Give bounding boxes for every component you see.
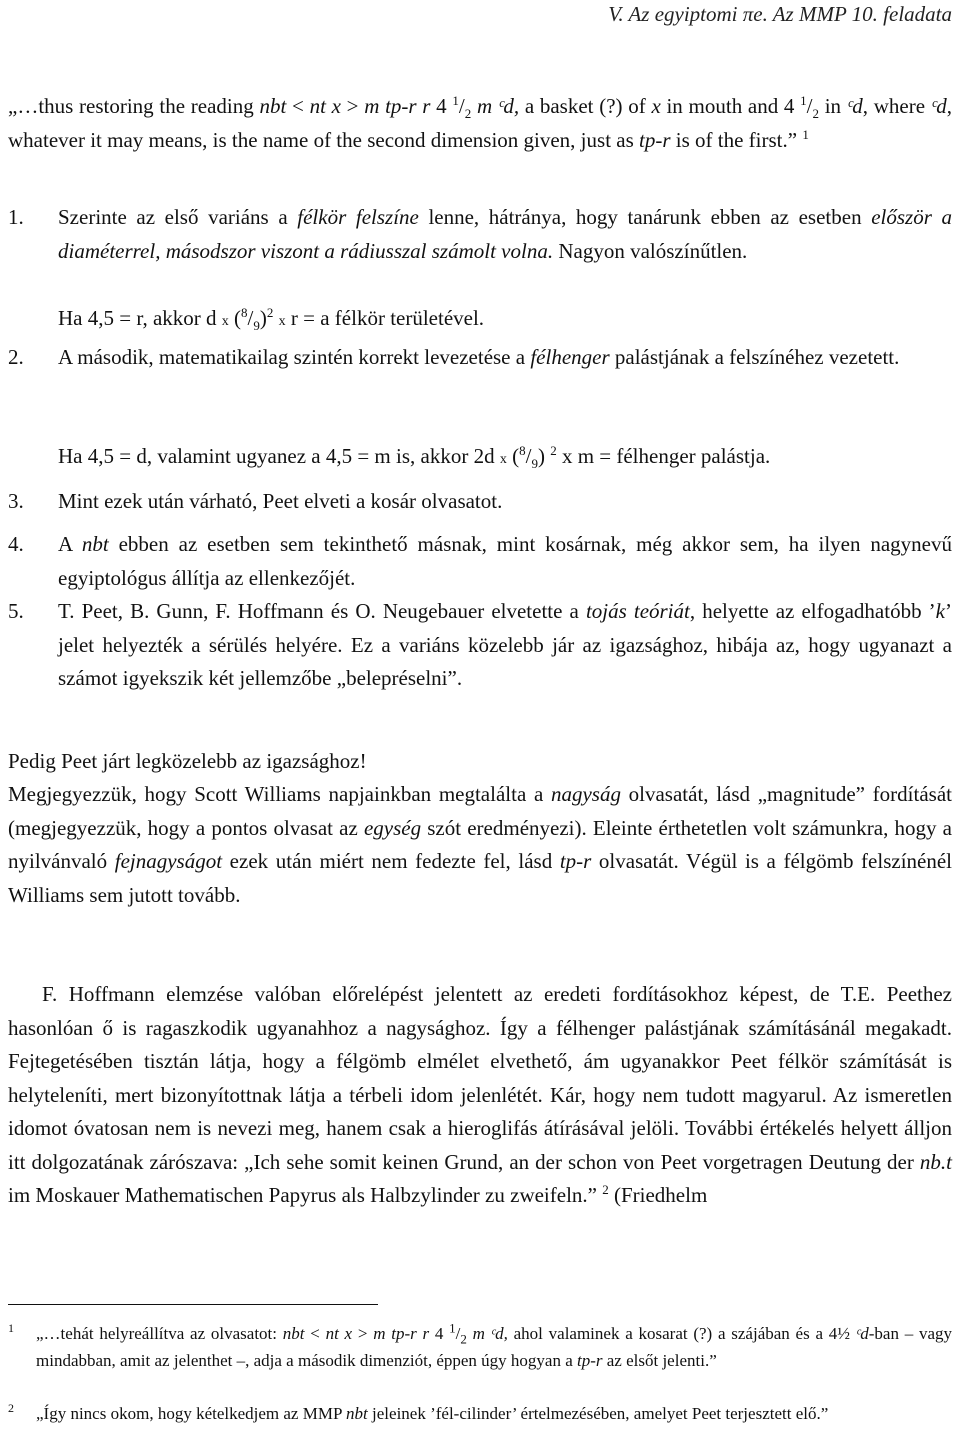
list-number: 1. xyxy=(8,205,24,229)
list-number: 2. xyxy=(8,345,24,369)
list-item-text: Mint ezek után várható, Peet elveti a kosár olvasatot. xyxy=(58,489,503,513)
list-number: 3. xyxy=(8,489,24,513)
footnote-number: 2 xyxy=(8,1401,14,1415)
footnote-text: „Így nincs okom, hogy kételkedjem az MMP nbt jeleinek ’fél-cilinder’ értelmezésében, amelyet Peet terjesztett elő.” xyxy=(36,1404,829,1423)
formula-1: Ha 4,5 = r, akkor d x $(^8/_9)^2$ x r = a félkör területével. xyxy=(58,305,485,334)
list-item-text: T. Peet, B. Gunn, F. Hoffmann és O. Neugebauer elvetette a tojás teóriát, helyette az elfogadhatóbb ’k’ jelet helyezték a sérülés helyére. Ez a variáns közelebb jár az igazsághoz, hibája az, hogy ugyanazt a számot igyekszik két jellemzőbe „belepréselni”. xyxy=(58,599,952,690)
paragraph-conclusion: Pedig Peet járt legközelebb az igazsághoz! xyxy=(8,749,367,773)
intro-quote xyxy=(8,90,952,157)
footnote-text: „…tehát helyreállítva az olvasatot: nbt < nt x > m tp-r r 4 $^1/_2$ m ᶜd, ahol valaminek a kosarat (?) a szájában és a 4½ ᶜd-ban – vagy mindabban, amit az jelenthet –, adja a második dimenziót, éppen úgy hogyan a tp-r az elsőt jelenti.” xyxy=(36,1320,952,1370)
footnote-1 xyxy=(8,1321,952,1374)
footnote-number: 1 xyxy=(8,1321,14,1335)
formula-2: Ha 4,5 = d, valamint ugyanez a 4,5 = m is, akkor 2d x $(^8/_9)$ $^2$ x m = félhenger palástja. xyxy=(58,443,771,472)
list-number: 5. xyxy=(8,599,24,623)
footnote-divider xyxy=(8,1304,378,1305)
paragraph-williams: Megjegyezzük, hogy Scott Williams napjainkban megtalálta a nagyság olvasatát, lásd „magnitude” fordítását (megjegyezzük, hogy a pontos olvasat az egység szót eredményezi). Eleinte érthetetlen volt számunkra, hogy a nyilvánvaló fejnagyságot ezek után miért nem fedezte fel, lásd tp-r olvasatát. Végül is a félgömb felszínénél Williams sem jutott tovább. xyxy=(8,782,952,907)
intro-quote-text: „…thus restoring the reading nbt < nt x > m tp-r r 4 $^1/_2$ m ᶜd, a basket (?) of x in mouth and 4 $^1/_2$ in ᶜd, where ᶜd, whatever it may means, is the name of the second dimension given, just as tp-r is of the first.” $^1$ xyxy=(8,93,953,152)
list-item-1 xyxy=(8,201,952,268)
list-item-4 xyxy=(8,528,952,595)
list-item-3 xyxy=(8,485,952,519)
list-item-text: Szerinte az első variáns a félkör felszíne lenne, hátránya, hogy tanárunk ebben az esetben először a diaméterrel, másodszor viszont a rádiusszal számolt volna. Nagyon valószínűtlen. xyxy=(58,205,952,263)
list-item-text: A második, matematikailag szintén korrekt levezetése a félhenger palástjának a felszínéhez vezetett. xyxy=(58,345,900,369)
list-item-2 xyxy=(8,341,952,375)
list-item-5 xyxy=(8,595,952,696)
footnote-2 xyxy=(8,1401,952,1428)
list-number: 4. xyxy=(8,532,24,556)
list-item-text: A nbt ebben az esetben sem tekinthető másnak, mint kosárnak, még akkor sem, ha ilyen nagynevű egyiptológus állítja az ellenkezőjét. xyxy=(58,532,952,590)
paragraph-hoffmann: F. Hoffmann elemzése valóban előrelépést jelentett az eredeti fordításokhoz képest, de T.E. Peethez hasonlóan ő is ragaszkodik ugyanahhoz a nagysághoz. Így a félhenger palástjának számításánál megakadt. Fejtegetésében tisztán látja, hogy a félgömb elmélet elvethető, ám ugyanakkor Peet félkör számítását is helyteleníti, mert bizonyítottnak látja a térbeli idom jelenlétét. Kár, hogy nem tudott magyarul. Az ismeretlen idomot óvatosan nem is nevezi meg, hanem csak a hieroglifás átírásával jelöli. További értékelés helyett álljon itt dolgozatának zárószava: „Ich sehe somit keinen Grund, an der schon von Peet vorgetragen Deutung der nb.t im Moskauer Mathematischen Papyrus als Halbzylinder zu zweifeln.” $^2$ (Friedhelm xyxy=(8,982,952,1207)
running-header: V. Az egyiptomi πe. Az MMP 10. feladata xyxy=(608,2,952,26)
